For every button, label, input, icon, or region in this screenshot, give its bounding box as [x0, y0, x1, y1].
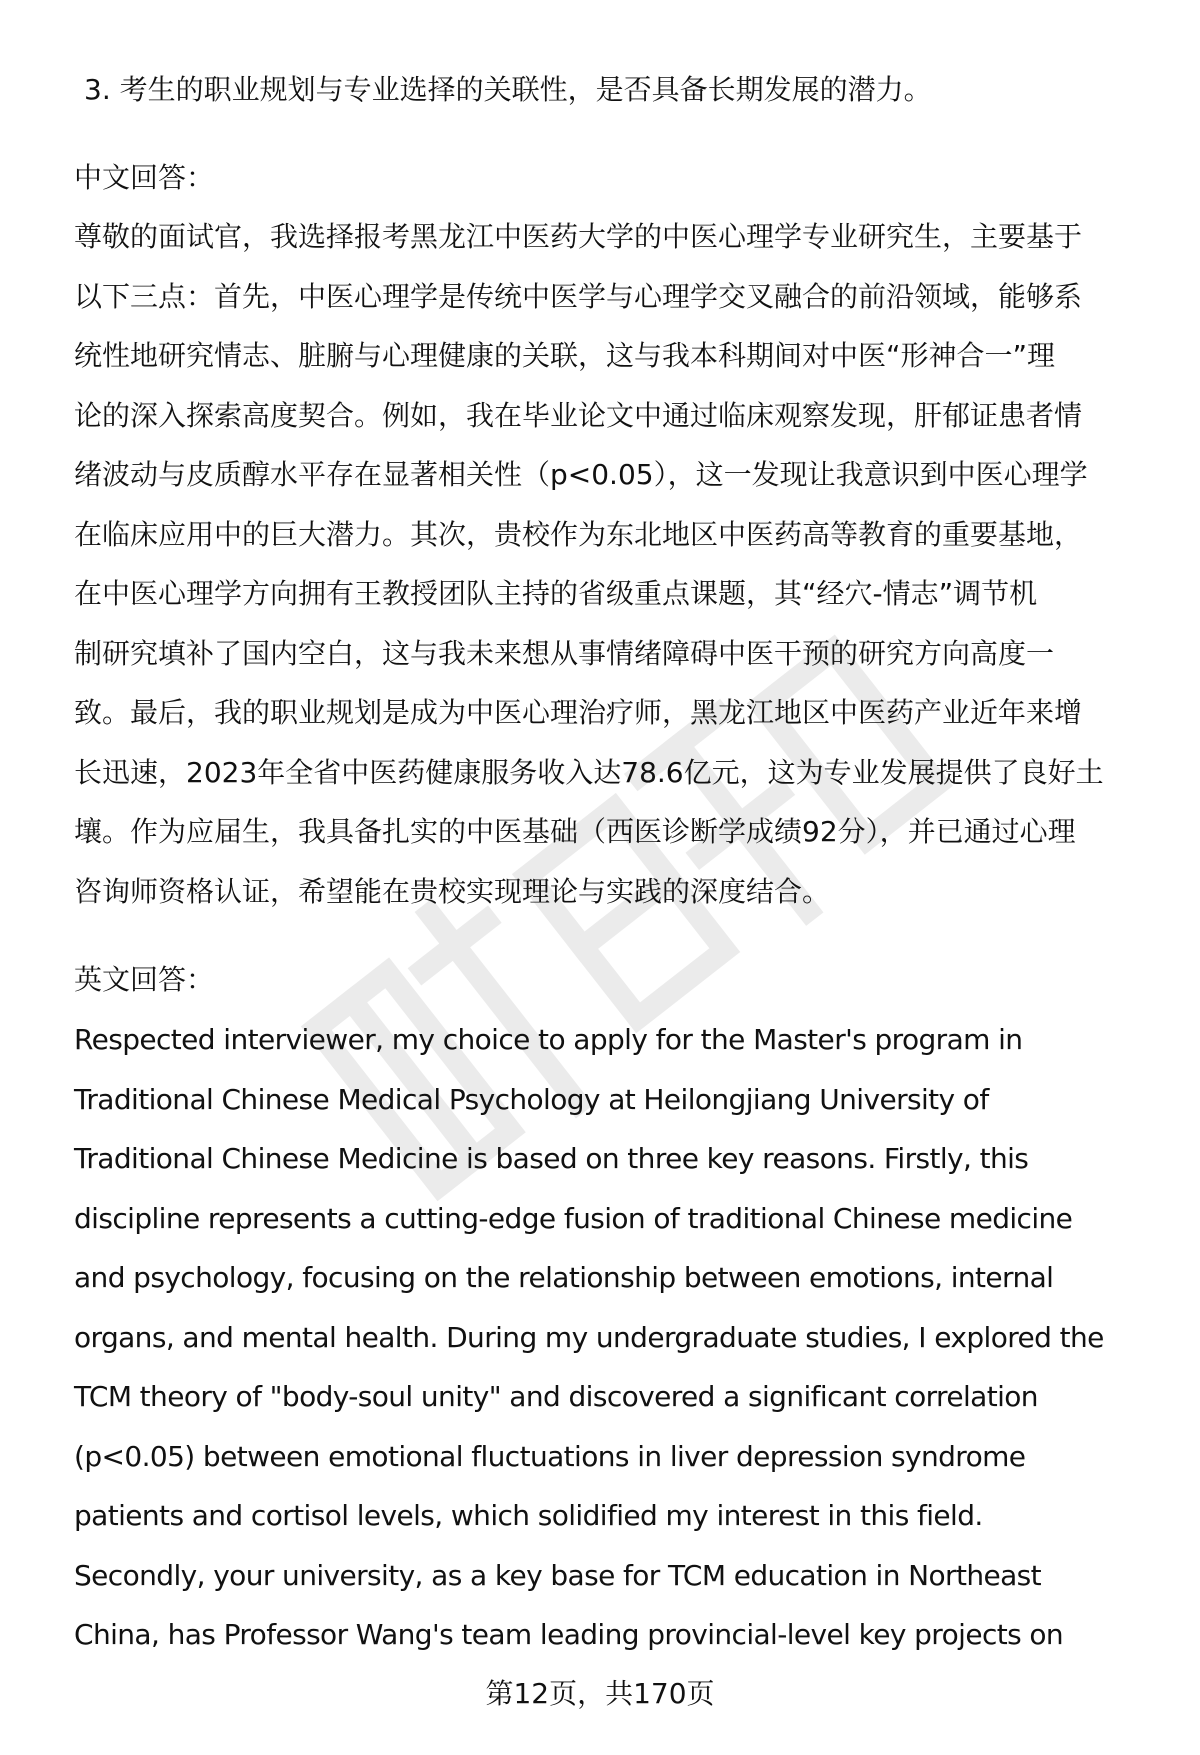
- paragraph-line: Traditional Chinese Medical Psychology at Heilongjiang University of: [74, 1082, 989, 1116]
- paragraph-line: TCM theory of "body-soul unity" and discovered a significant correlation: [74, 1380, 1038, 1413]
- paragraph-line: 在临床应用中的巨大潜力。其次，贵校作为东北地区中医药高等教育的重要基地，: [74, 517, 1083, 551]
- paragraph-line: 咨询师资格认证，希望能在贵校实现理论与实践的深度结合。: [74, 874, 831, 908]
- paragraph-line: 论的深入探索高度契合。例如，我在毕业论文中通过临床观察发现，肝郁证患者情: [74, 398, 1083, 432]
- english-answer-heading: 英文回答：: [74, 963, 215, 996]
- paragraph-line: organs, and mental health. During my undergraduate studies, I explored the: [74, 1320, 1104, 1354]
- paragraph-line: patients and cortisol levels, which solidified my interest in this field.: [74, 1499, 983, 1532]
- paragraph-line: (p<0.05) between emotional fluctuations in liver depression syndrome: [74, 1439, 1026, 1473]
- paragraph-line: Secondly, your university, as a key base for TCM education in Northeast: [74, 1558, 1042, 1592]
- paragraph-line: 致。最后，我的职业规划是成为中医心理治疗师，黑龙江地区中医药产业近年来增: [74, 696, 1083, 729]
- paragraph-line: discipline represents a cutting-edge fusion of traditional Chinese medicine: [74, 1201, 1073, 1235]
- paragraph-line: China, has Professor Wang's team leading provincial-level key projects on: [74, 1618, 1064, 1651]
- english-answer-paragraph: [74, 1010, 1164, 1665]
- question-item: 3. 考生的职业规划与专业选择的关联性，是否具备长期发展的潜力。: [84, 73, 932, 106]
- paragraph-line: 绪波动与皮质醇水平存在显著相关性（p<0.05），这一发现让我意识到中医心理学: [74, 458, 1088, 491]
- paragraph-line: 尊敬的面试官，我选择报考黑龙江中医药大学的中医心理学专业研究生，主要基于: [74, 220, 1083, 253]
- chinese-answer-paragraph: [74, 207, 1164, 921]
- paragraph-line: 以下三点：首先，中医心理学是传统中医学与心理学交叉融合的前沿领域，能够系: [74, 279, 1083, 313]
- paragraph-line: and psychology, focusing on the relationship between emotions, internal: [74, 1261, 1054, 1294]
- paragraph-line: 统性地研究情志、脏腑与心理健康的关联，这与我本科期间对中医“形神合一”理: [74, 339, 1056, 372]
- paragraph-line: Respected interviewer, my choice to apply for the Master's program in: [74, 1023, 1023, 1056]
- page-number: 第12页，共170页: [485, 1677, 715, 1710]
- paragraph-line: 壤。作为应届生，我具备扎实的中医基础（西医诊断学成绩92分），并已通过心理: [74, 815, 1076, 848]
- paragraph-line: 制研究填补了国内空白，这与我未来想从事情绪障碍中医干预的研究方向高度一: [74, 636, 1055, 670]
- chinese-answer-heading: 中文回答：: [74, 161, 215, 194]
- paragraph-line: Traditional Chinese Medicine is based on three key reasons. Firstly, this: [74, 1142, 1029, 1175]
- paragraph-line: 长迅速，2023年全省中医药健康服务收入达78.6亿元，这为专业发展提供了良好土: [74, 755, 1104, 789]
- paragraph-line: 在中医心理学方向拥有王教授团队主持的省级重点课题，其“经穴-情志”调节机: [74, 577, 1038, 610]
